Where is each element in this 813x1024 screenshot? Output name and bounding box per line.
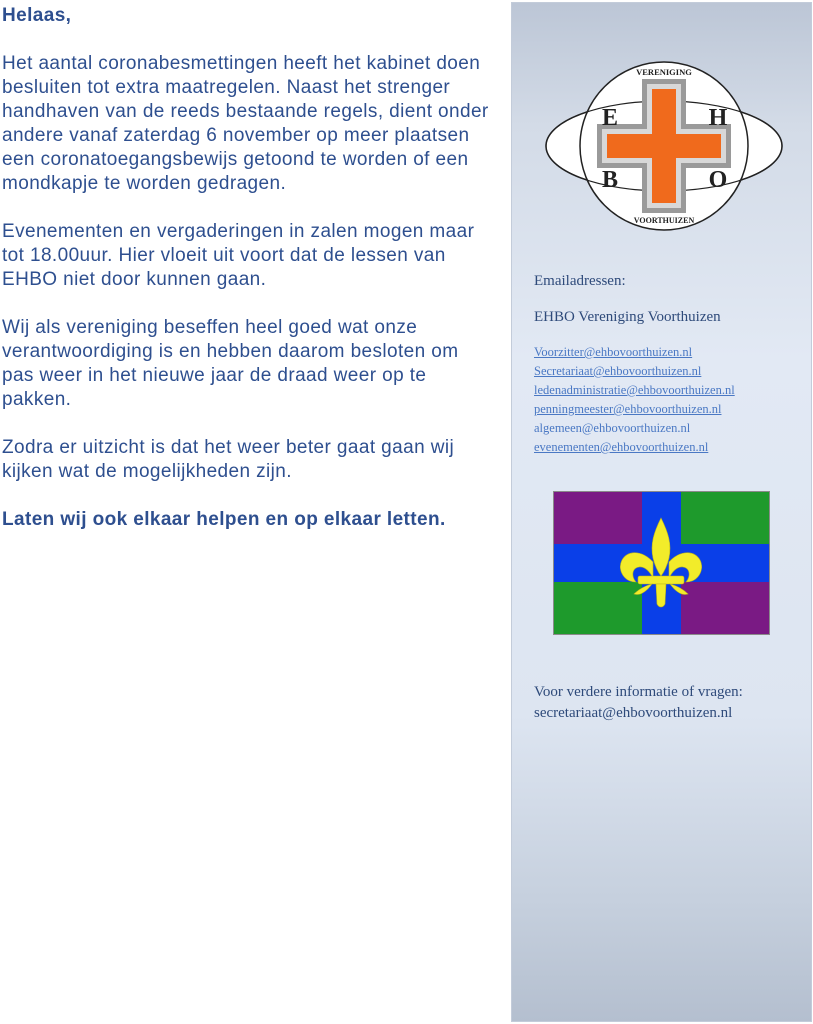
svg-text:B: B — [601, 167, 619, 193]
email-link-evenementen[interactable]: evenementen@ehbovoorthuizen.nl — [534, 440, 709, 454]
email-algemeen: algemeen@ehbovoorthuizen.nl — [534, 421, 691, 435]
greeting: Helaas, — [2, 5, 72, 26]
email-link-penningmeester[interactable]: penningmeester@ehbovoorthuizen.nl — [534, 402, 722, 416]
logo-top-text: VERENIGING — [636, 67, 692, 77]
logo-bottom-text: VOORTHUIZEN — [633, 216, 695, 225]
email-link-secretariaat[interactable]: Secretariaat@ehbovoorthuizen.nl — [534, 364, 702, 378]
svg-text:E: E — [601, 105, 619, 131]
paragraph-outlook: Zodra er uitzicht is dat het weer beter gaat gaan wij kijken wat de mogelijkheden zijn. — [2, 437, 455, 482]
paragraph-measures: Het aantal coronabesmettingen heeft het kabinet doen besluiten tot extra maatregelen. Naast het strenger handhaven van de reeds bestaande regels, dient onder andere vanaf zaterdag 6 november op meer plaatsen een coronatoegangsbewijs getoond te worden of een mondkapje te worden gedragen. — [2, 53, 489, 194]
ehbo-logo — [544, 57, 784, 235]
info-email: secretariaat@ehbovoorthuizen.nl — [534, 705, 733, 721]
paragraph-events: Evenementen en vergaderingen in zalen mogen maar tot 18.00uur. Hier vloeit uit voort dat de lessen van EHBO niet door kunnen gaan. — [2, 221, 475, 290]
svg-text:H: H — [708, 105, 728, 131]
closing-line: Laten wij ook elkaar helpen en op elkaar letten. — [2, 509, 446, 530]
sidebar — [511, 2, 812, 1022]
email-link-voorzitter[interactable]: Voorzitter@ehbovoorthuizen.nl — [534, 345, 693, 359]
scouting-flag — [553, 491, 770, 635]
info-block — [534, 682, 743, 724]
email-list — [534, 343, 735, 457]
paragraph-decision: Wij als vereniging beseffen heel goed wat onze verantwoordiging is en hebben daarom besloten om pas weer in het nieuwe jaar de draad weer op te pakken. — [2, 317, 459, 410]
org-name: EHBO Vereniging Voorthuizen — [534, 309, 721, 325]
email-link-ledenadministratie[interactable]: ledenadministratie@ehbovoorthuizen.nl — [534, 383, 735, 397]
main-content — [2, 4, 492, 556]
info-text: Voor verdere informatie of vragen: — [534, 684, 743, 700]
emails-title: Emailadressen: — [534, 273, 626, 289]
svg-text:O: O — [708, 167, 728, 193]
